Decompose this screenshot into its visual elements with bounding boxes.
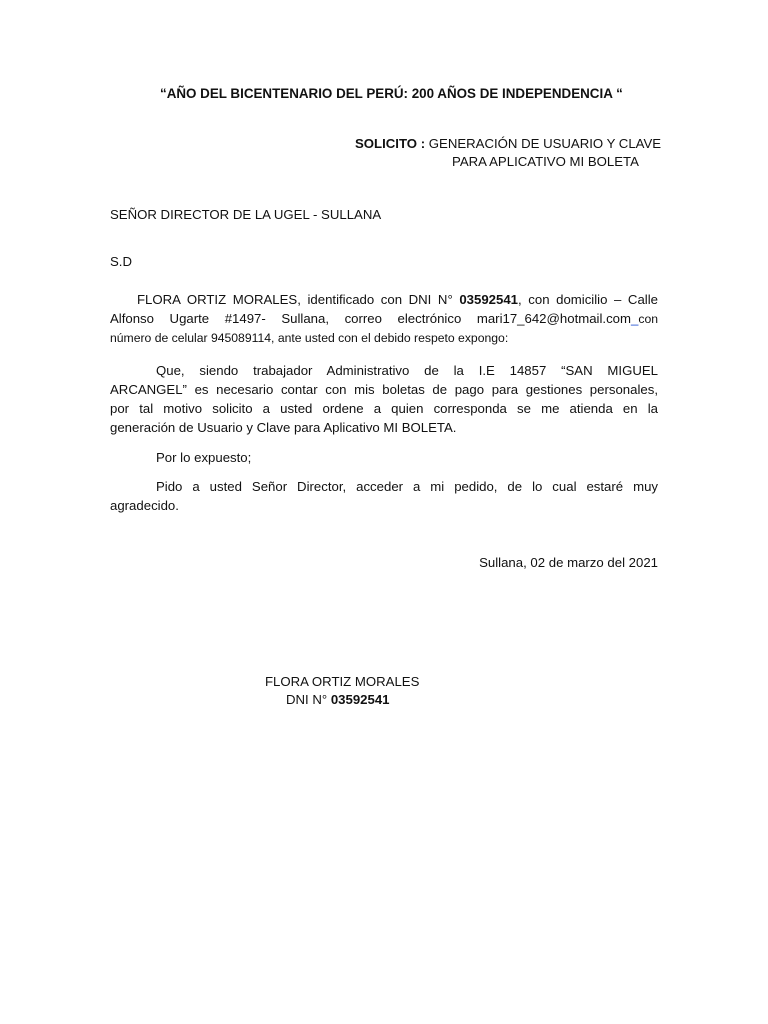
year-motto: “AÑO DEL BICENTENARIO DEL PERÚ: 200 AÑOS DE INDEPENDENCIA “ [160,86,623,101]
p1-line-2: Alfonso Ugarte #1497- Sullana, correo electrónico mari17_642@hotmail.com_con [110,311,658,326]
p1-line-1: FLORA ORTIZ MORALES, identificado con DNI N° 03592541, con domicilio – Calle [137,292,658,307]
paragraph-request [110,477,658,515]
sd-abbrev: S.D [110,254,132,269]
p2-line-2: ARCANGEL” es necesario contar con mis boletas de pago para gestiones personales, [110,382,658,397]
signature-dni [286,692,390,707]
paragraph-reason [110,361,658,437]
p2-line-3: por tal motivo solicito a usted ordene a quien corresponda se me atienda en la [110,401,658,416]
request-label: SOLICITO : [355,136,426,151]
addressee: SEÑOR DIRECTOR DE LA UGEL - SULLANA [110,207,382,222]
p4-line-1: Pido a usted Señor Director, acceder a mi pedido, de lo cual estaré muy [156,479,658,494]
request-line-1 [355,136,661,151]
paragraph-identification [110,290,658,348]
signature-dni-value: 03592541 [330,692,390,707]
request-subject-2: PARA APLICATIVO MI BOLETA [452,154,639,169]
paragraph-closing-phrase: Por lo expuesto; [156,450,252,465]
request-subject-1: GENERACIÓN DE USUARIO Y CLAVE [428,136,662,151]
signature-name: FLORA ORTIZ MORALES [265,674,420,689]
p1-line-3: número de celular 945089114, ante usted con el debido respeto expongo: [110,331,509,345]
p4-line-2: agradecido. [110,498,179,513]
p2-line-4: generación de Usuario y Clave para Aplicativo MI BOLETA. [110,420,457,435]
date-line: Sullana, 02 de marzo del 2021 [479,555,658,570]
signature-dni-label: DNI N° [286,692,331,707]
p2-line-1: Que, siendo trabajador Administrativo de la I.E 14857 “SAN MIGUEL [156,363,658,378]
